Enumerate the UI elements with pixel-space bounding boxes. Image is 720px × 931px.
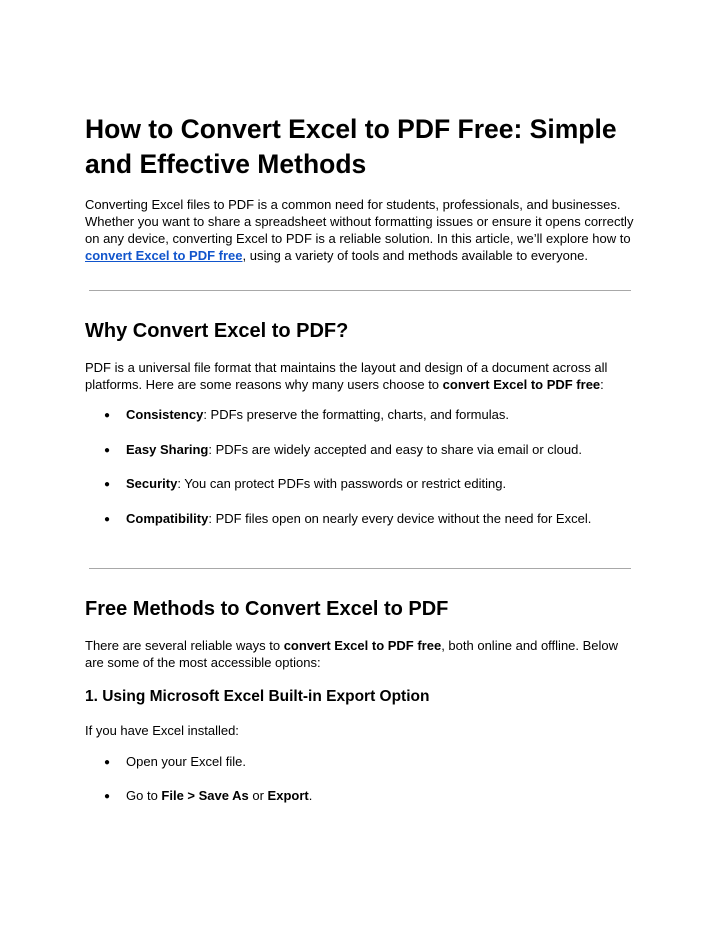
list-item-text: : PDF files open on nearly every device without the need for Excel. xyxy=(208,511,592,526)
list-item-security xyxy=(104,475,506,493)
list-item-compatibility xyxy=(104,510,591,528)
intro-line-4-rest: , using a variety of tools and methods available to everyone. xyxy=(242,248,588,263)
bullet-icon: ● xyxy=(104,445,111,456)
list-item-open-file xyxy=(104,753,246,771)
menu-path-export: Export xyxy=(267,788,309,803)
bullet-icon: ● xyxy=(104,479,111,490)
list-item-term: Compatibility xyxy=(126,511,209,526)
bullet-icon: ● xyxy=(104,514,111,525)
why-heading: Why Convert Excel to PDF? xyxy=(85,320,349,342)
list-item-term: Consistency xyxy=(126,407,204,422)
free-methods-line-1-bold: convert Excel to PDF free xyxy=(283,638,442,653)
intro-line-4 xyxy=(85,247,645,264)
intro-line-3: on any device, converting Excel to PDF is a reliable solution. In this article, we’ll explore how to xyxy=(85,231,631,246)
why-line-2-pre: platforms. Here are some reasons why many users choose to xyxy=(85,377,443,392)
section-divider-1 xyxy=(89,290,631,291)
menu-path-file-save-as: File > Save As xyxy=(161,788,249,803)
convert-excel-link[interactable]: convert Excel to PDF free xyxy=(85,248,243,263)
intro-line-1: Converting Excel files to PDF is a common need for students, professionals, and businesses. xyxy=(85,197,621,212)
bullet-icon: ● xyxy=(104,791,111,802)
bullet-icon: ● xyxy=(104,410,111,421)
why-line-2 xyxy=(85,376,645,393)
intro-line-2: Whether you want to share a spreadsheet without formatting issues or ensure it opens correctly xyxy=(85,214,634,229)
list-item-text: : PDFs are widely accepted and easy to share via email or cloud. xyxy=(208,442,582,457)
why-line-2-bold: convert Excel to PDF free xyxy=(442,377,601,392)
why-paragraph xyxy=(85,359,645,393)
free-methods-line-1 xyxy=(85,637,645,654)
free-methods-line-2: are some of the most accessible options: xyxy=(85,655,321,670)
list-item-text-pre: Go to xyxy=(126,788,162,803)
free-methods-paragraph xyxy=(85,637,645,671)
method-1-heading: 1. Using Microsoft Excel Built-in Export Option xyxy=(85,688,430,705)
why-line-2-post: : xyxy=(600,377,604,392)
free-methods-line-1-post: , both online and offline. Below xyxy=(441,638,619,653)
section-divider-2 xyxy=(89,568,631,569)
list-item-text: Open your Excel file. xyxy=(126,754,246,769)
list-item-easy-sharing xyxy=(104,441,582,459)
list-item-text-mid: or xyxy=(248,788,268,803)
list-item-text-post: . xyxy=(308,788,313,803)
method-1-intro: If you have Excel installed: xyxy=(85,723,239,738)
free-methods-heading: Free Methods to Convert Excel to PDF xyxy=(85,598,449,620)
list-item-text: : PDFs preserve the formatting, charts, and formulas. xyxy=(203,407,509,422)
page-title: How to Convert Excel to PDF Free: Simple and Effective Methods xyxy=(85,114,617,179)
list-item-term: Security xyxy=(126,476,178,491)
why-line-1: PDF is a universal file format that maintains the layout and design of a document across all xyxy=(85,360,608,375)
list-item-term: Easy Sharing xyxy=(126,442,209,457)
intro-paragraph xyxy=(85,196,645,264)
list-item-text: : You can protect PDFs with passwords or restrict editing. xyxy=(177,476,507,491)
bullet-icon: ● xyxy=(104,757,111,768)
list-item-consistency xyxy=(104,406,509,424)
list-item-save-as xyxy=(104,787,312,805)
free-methods-line-1-pre: There are several reliable ways to xyxy=(85,638,284,653)
